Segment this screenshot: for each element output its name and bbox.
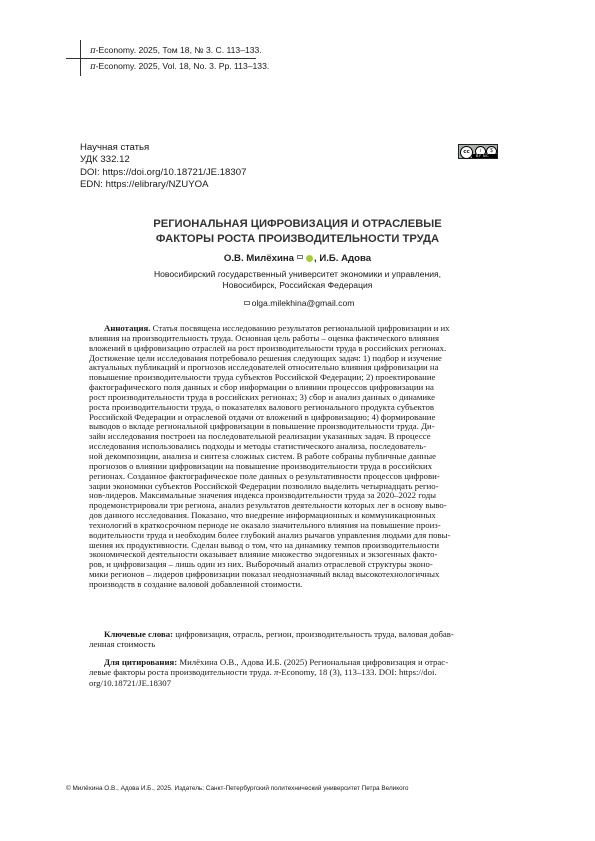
abstract-line: выводов о вкладе региональной цифровизации в повышение производительности труда. Ди- bbox=[89, 421, 435, 432]
citation-label: Для цитирования: bbox=[104, 657, 178, 667]
title-line-2: ФАКТОРЫ РОСТА ПРОИЗВОДИТЕЛЬНОСТИ ТРУДА bbox=[155, 232, 440, 245]
abstract-line: актуальных публикаций и прогнозов исследователей относительно влияния цифровизации на bbox=[89, 362, 439, 373]
abstract-line: прогнозов о влиянии цифровизации на повышение производительности труда в российских bbox=[89, 460, 433, 471]
abstract-line: роста производительности труда, о показателях валового регионального продукта субъектов bbox=[89, 401, 434, 412]
affiliation bbox=[60, 269, 535, 292]
citation-line-3[interactable]: org/10.18721/JE.18307 bbox=[89, 677, 171, 688]
abstract-line: производств в создание валовой добавленной стоимости. bbox=[89, 578, 303, 589]
by-icon: i bbox=[475, 146, 486, 157]
abstract-line: повышение производительности труда субъектов Российской Федерации; 2) проектирование bbox=[89, 372, 436, 383]
cc-icon: cc bbox=[460, 146, 473, 159]
abstract-line: водительности труда и необходим более глубокий анализ рычагов управления людьми для повы- bbox=[89, 529, 451, 540]
mail-icon[interactable] bbox=[297, 255, 303, 259]
abstract-line: Достижение цели исследования потребовало решения следующих задач: 1) подбор и изучение bbox=[89, 352, 442, 363]
abstract-line: регионах. Созданное фактографическое поле данных о результативности процессов цифрови- bbox=[89, 470, 440, 481]
abstract bbox=[89, 324, 503, 590]
journal-line-en-text: -Economy. 2025, Vol. 18, No. 3. Pp. 113–133. bbox=[95, 61, 270, 71]
abstract-line: шения их продуктивности. Сделан вывод о том, что на динамику темпов производительности bbox=[89, 539, 440, 550]
udc-code: УДК 332.12 bbox=[80, 154, 130, 166]
keywords-line-1: Ключевые слова: цифровизация, отрасль, регион, производительность труда, валовая добав- bbox=[104, 629, 454, 639]
authors-line bbox=[60, 253, 535, 264]
nc-icon: $ bbox=[486, 146, 497, 157]
abstract-line: вложений в цифровизацию отраслей на рост производительности труда в российских регионах. bbox=[89, 342, 447, 353]
abstract-line: зации экономики субъектов Российской Федерации позволило выделить четырнадцать регио- bbox=[89, 480, 439, 491]
email-address[interactable]: olga.milekhina@gmail.com bbox=[251, 298, 355, 308]
keywords-line-2: ленная стоимость bbox=[89, 639, 156, 650]
contact-email bbox=[60, 298, 535, 308]
abstract-line: ной декомпозиции, анализа и синтеза сложных систем. В работе собраны публичные данные bbox=[89, 450, 436, 461]
cc-license-badge[interactable] bbox=[458, 144, 498, 159]
edn-link[interactable]: EDN: https://elibrary/NZUYOA bbox=[80, 178, 209, 190]
title-line-1: РЕГИОНАЛЬНАЯ ЦИФРОВИЗАЦИЯ И ОТРАСЛЕВЫЕ bbox=[153, 218, 442, 230]
header-horizontal-rule bbox=[66, 58, 256, 59]
abstract-line: зайн исследования построен на последовательной реализации указанных задач. В процессе bbox=[89, 431, 431, 442]
abstract-line: Российской Федерации и отраслевой отдачи от вложений в цифровизацию; 4) формирование bbox=[89, 411, 436, 422]
orcid-icon[interactable] bbox=[306, 255, 313, 262]
citation-line-1: Для цитирования: Милёхина О.В., Адова И.Б. (2025) Региональная цифровизация и отрас- bbox=[104, 657, 449, 667]
doi-link[interactable]: DOI: https://doi.org/10.18721/JE.18307 bbox=[80, 166, 247, 178]
keywords-label: Ключевые слова: bbox=[104, 629, 174, 639]
abstract-line: экономической деятельности оказывает влияние множество эндогенных и экзогенных факто- bbox=[89, 549, 438, 560]
author-1: О.В. Милёхина bbox=[223, 253, 294, 264]
abstract-line: ров, и цифровизация – лишь один из них. Выборочный анализ отраслевой структуры эконо- bbox=[89, 559, 433, 570]
pi-symbol: π bbox=[273, 667, 279, 678]
author-2: , И.Б. Адова bbox=[313, 253, 372, 264]
pi-symbol: π bbox=[90, 62, 96, 72]
citation bbox=[89, 657, 503, 688]
article-type: Научная статья bbox=[80, 142, 150, 153]
journal-line-ru-text: -Economy. 2025, Том 18, № 3. С. 113–133. bbox=[95, 45, 262, 55]
license-strip: BY NC bbox=[472, 154, 497, 158]
mail-icon bbox=[244, 301, 250, 305]
pi-symbol: π bbox=[90, 46, 96, 56]
abstract-label: Аннотация. bbox=[104, 323, 151, 333]
affiliation-line-2: Новосибирск, Российская Федерация bbox=[222, 280, 373, 291]
abstract-line: дов данного исследования. Показано, что внедрение информационных и коммуникационных bbox=[89, 510, 436, 521]
affiliation-line-1: Новосибирский государственный университет экономики и управления, bbox=[153, 269, 442, 279]
abstract-line: мики регионов – лидеров цифровизации показал неоднозначный вклад высокотехнологичных bbox=[89, 569, 440, 580]
journal-line-en bbox=[90, 61, 269, 72]
abstract-line: технологий в краткосрочном периоде не оказало значительного влияния на повышение произ- bbox=[89, 519, 441, 530]
article-meta bbox=[80, 142, 246, 191]
abstract-line: продемонстрировали три региона, анализ результатов деятельности которых лег в основу выво- bbox=[89, 500, 447, 511]
abstract-line: влияния на производительность труда. Основная цель работы – оценка фактического влияния bbox=[89, 332, 439, 343]
abstract-line: рост производительности труда в российских регионах; 3) сбор и анализ данных о динамике bbox=[89, 391, 435, 402]
journal-line-ru bbox=[90, 45, 262, 56]
abstract-line: фактографического поля данных и сбор информации о влиянии процессов цифровизации на bbox=[89, 382, 434, 393]
citation-line-2: левые факторы роста производительности труда. π-Economy, 18 (3), 113–133. DOI: https://doi. bbox=[89, 667, 437, 678]
copyright-footer: © Милёхина О.В., Адова И.Б., 2025. Издатель: Санкт-Петербургский политехнический университет Петра Великого bbox=[66, 785, 409, 792]
abstract-line: Аннотация. Статья посвящена исследованию результатов региональной цифровизации и их bbox=[104, 323, 450, 333]
abstract-line: нов-лидеров. Максимальные значения индекса производительности труда за 2020–2022 годы bbox=[89, 490, 437, 501]
keywords bbox=[89, 629, 503, 650]
article-title bbox=[60, 217, 535, 246]
abstract-line: исследования использовались подходы и методы статистического анализа, последователь- bbox=[89, 441, 427, 452]
